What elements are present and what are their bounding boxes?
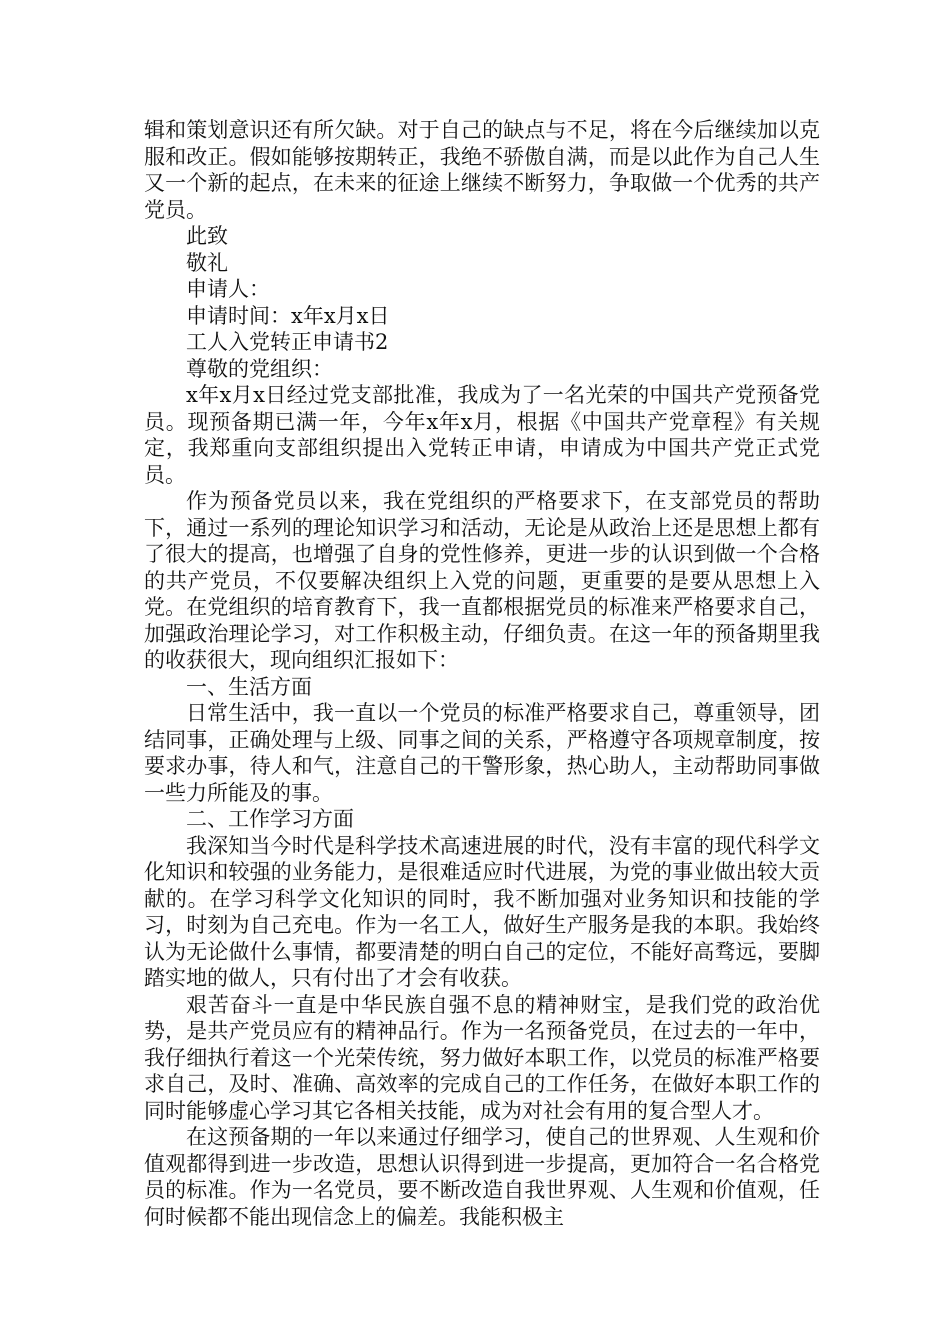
closing-salutation: 此致 — [186, 224, 228, 248]
paragraph: 日常生活中，我一直以一个党员的标准严格要求自己，尊重领导，团结同事，正确处理与上级、同事之间的关系，严格遵守各项规章制度，按要求办事，待人和气，注意自己的干警形象，热心助人，主动帮助同事做一些力所能及的事。 — [144, 701, 820, 805]
closing-regards: 敬礼 — [186, 250, 228, 275]
document-title: 工人入党转正申请书2 — [186, 330, 389, 354]
paragraph: 在这预备期的一年以来通过仔细学习，使自己的世界观、人生观和价值观都得到进一步改造，思想认识得到进一步提高，更加符合一名合格党员的标准。作为一名党员，要不断改造自我世界观、人生观和价值观，任何时候都不能出现信念上的偏差。我能积极主 — [144, 1125, 820, 1229]
greeting: 尊敬的党组织： — [186, 356, 333, 381]
application-date-line: 申请时间：x年x月x日 — [186, 303, 390, 328]
section-heading: 二、工作学习方面 — [186, 807, 354, 831]
section-heading: 一、生活方面 — [186, 674, 312, 699]
paragraph: x年x月x日经过党支部批准，我成为了一名光荣的中国共产党预备党员。现预备期已满一年，今年x年x月，根据《中国共产党章程》有关规定，我郑重向支部组织提出入党转正申请，申请成为中国共产党正式党员。 — [144, 383, 820, 487]
paragraph: 艰苦奋斗一直是中华民族自强不息的精神财宝，是我们党的政治优势，是共产党员应有的精神品行。作为一名预备党员，在过去的一年中，我仔细执行着这一个光荣传统，努力做好本职工作，以党员的标准严格要求自己，及时、准确、高效率的完成自己的工作任务，在做好本职工作的同时能够虚心学习其它各相关技能，成为对社会有用的复合型人才。 — [144, 992, 820, 1123]
document-body — [144, 117, 820, 1230]
paragraph: 作为预备党员以来，我在党组织的严格要求下，在支部党员的帮助下，通过一系列的理论知识学习和活动，无论是从政治上还是思想上都有了很大的提高，也增强了自身的党性修养，更进一步的认识到做一个合格的共产党员，不仅要解决组织上入党的问题，更重要的是要从思想上入党。在党组织的培育教育下，我一直都根据党员的标准来严格要求自己，加强政治理论学习，对工作积极主动，仔细负责。在这一年的预备期里我的收获很大，现向组织汇报如下： — [144, 489, 820, 672]
applicant-line: 申请人： — [186, 277, 270, 301]
paragraph-continuation: 辑和策划意识还有所欠缺。对于自己的缺点与不足，将在今后继续加以克服和改正。假如能够按期转正，我绝不骄傲自满，而是以此作为自己人生又一个新的起点，在未来的征途上继续不断努力，争取做一个优秀的共产党员。 — [144, 118, 820, 222]
paragraph: 我深知当今时代是科学技术高速进展的时代，没有丰富的现代科学文化知识和较强的业务能力，是很难适应时代进展，为党的事业做出较大贡献的。在学习科学文化知识的同时，我不断加强对业务知识和技能的学习，时刻为自己充电。作为一名工人，做好生产服务是我的本职。我始终认为无论做什么事情，都要清楚的明白自己的定位，不能好高骛远，要脚踏实地的做人，只有付出了才会有收获。 — [144, 833, 820, 990]
